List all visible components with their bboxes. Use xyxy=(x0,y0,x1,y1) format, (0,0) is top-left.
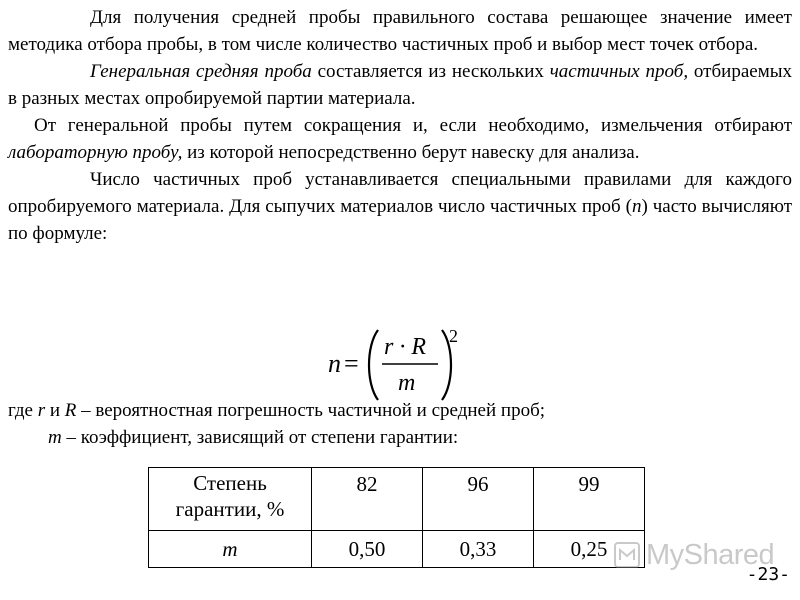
formula-lhs: n xyxy=(328,349,341,378)
paragraph-sampling-method: Для получения средней пробы правильного состава решающее значение имеет методика отбора пробы, в том числе количество частичных проб и выбор мест точек отбора. xyxy=(8,7,792,55)
table-cell: 99 xyxy=(534,468,645,531)
table-cell: 0,33 xyxy=(423,531,534,568)
watermark-logo-icon xyxy=(612,540,642,570)
table-cell: 96 xyxy=(423,468,534,531)
term-general-sample: Генеральная средняя проба xyxy=(90,61,312,82)
table-cell: 82 xyxy=(312,468,423,531)
guarantee-table xyxy=(148,467,645,568)
definition-m: m – коэффициент, зависящий от степени гарантии: xyxy=(48,427,459,448)
table-row xyxy=(149,531,645,568)
document-body xyxy=(8,4,792,247)
formula-numerator: r · R xyxy=(384,334,426,360)
table-cell: 0,50 xyxy=(312,531,423,568)
paragraph-lab-sample: От генеральной пробы путем сокращения и, если необходимо, измельчения отбирают лабораторную пробу, из которой непосредственно берут навеску для анализа. xyxy=(8,115,792,163)
variable-definitions xyxy=(8,397,792,451)
table-row xyxy=(149,468,645,531)
definition-r-R: где r и R – вероятностная погрешность частичной и средней проб; xyxy=(8,400,546,421)
watermark-text: MyShared xyxy=(646,538,775,571)
formula-exponent: 2 xyxy=(449,326,458,346)
table-header-label: Степень гарантии, % xyxy=(149,468,312,531)
page-number: -23- xyxy=(746,564,790,585)
table-cell: 0,25 xyxy=(534,531,645,568)
paragraph-partial-count: Число частичных проб устанавливается специальными правилами для каждого опробируемого материала. Для сыпучих материалов число частичных проб (n) часто вычисляют по формуле: xyxy=(8,169,792,244)
term-lab-sample: лабораторную пробу, xyxy=(8,142,183,163)
term-partial-samples: частичных проб, xyxy=(549,61,689,82)
sample-count-formula xyxy=(326,322,466,404)
paragraph-general-sample: Генеральная средняя проба составляется из нескольких частичных проб, отбираемых в разных местах опробируемой партии материала. xyxy=(8,61,792,109)
formula-denominator: m xyxy=(398,370,416,396)
table-row-label: m xyxy=(149,531,312,568)
formula-left-paren xyxy=(369,330,378,400)
formula-equals: = xyxy=(344,349,359,378)
